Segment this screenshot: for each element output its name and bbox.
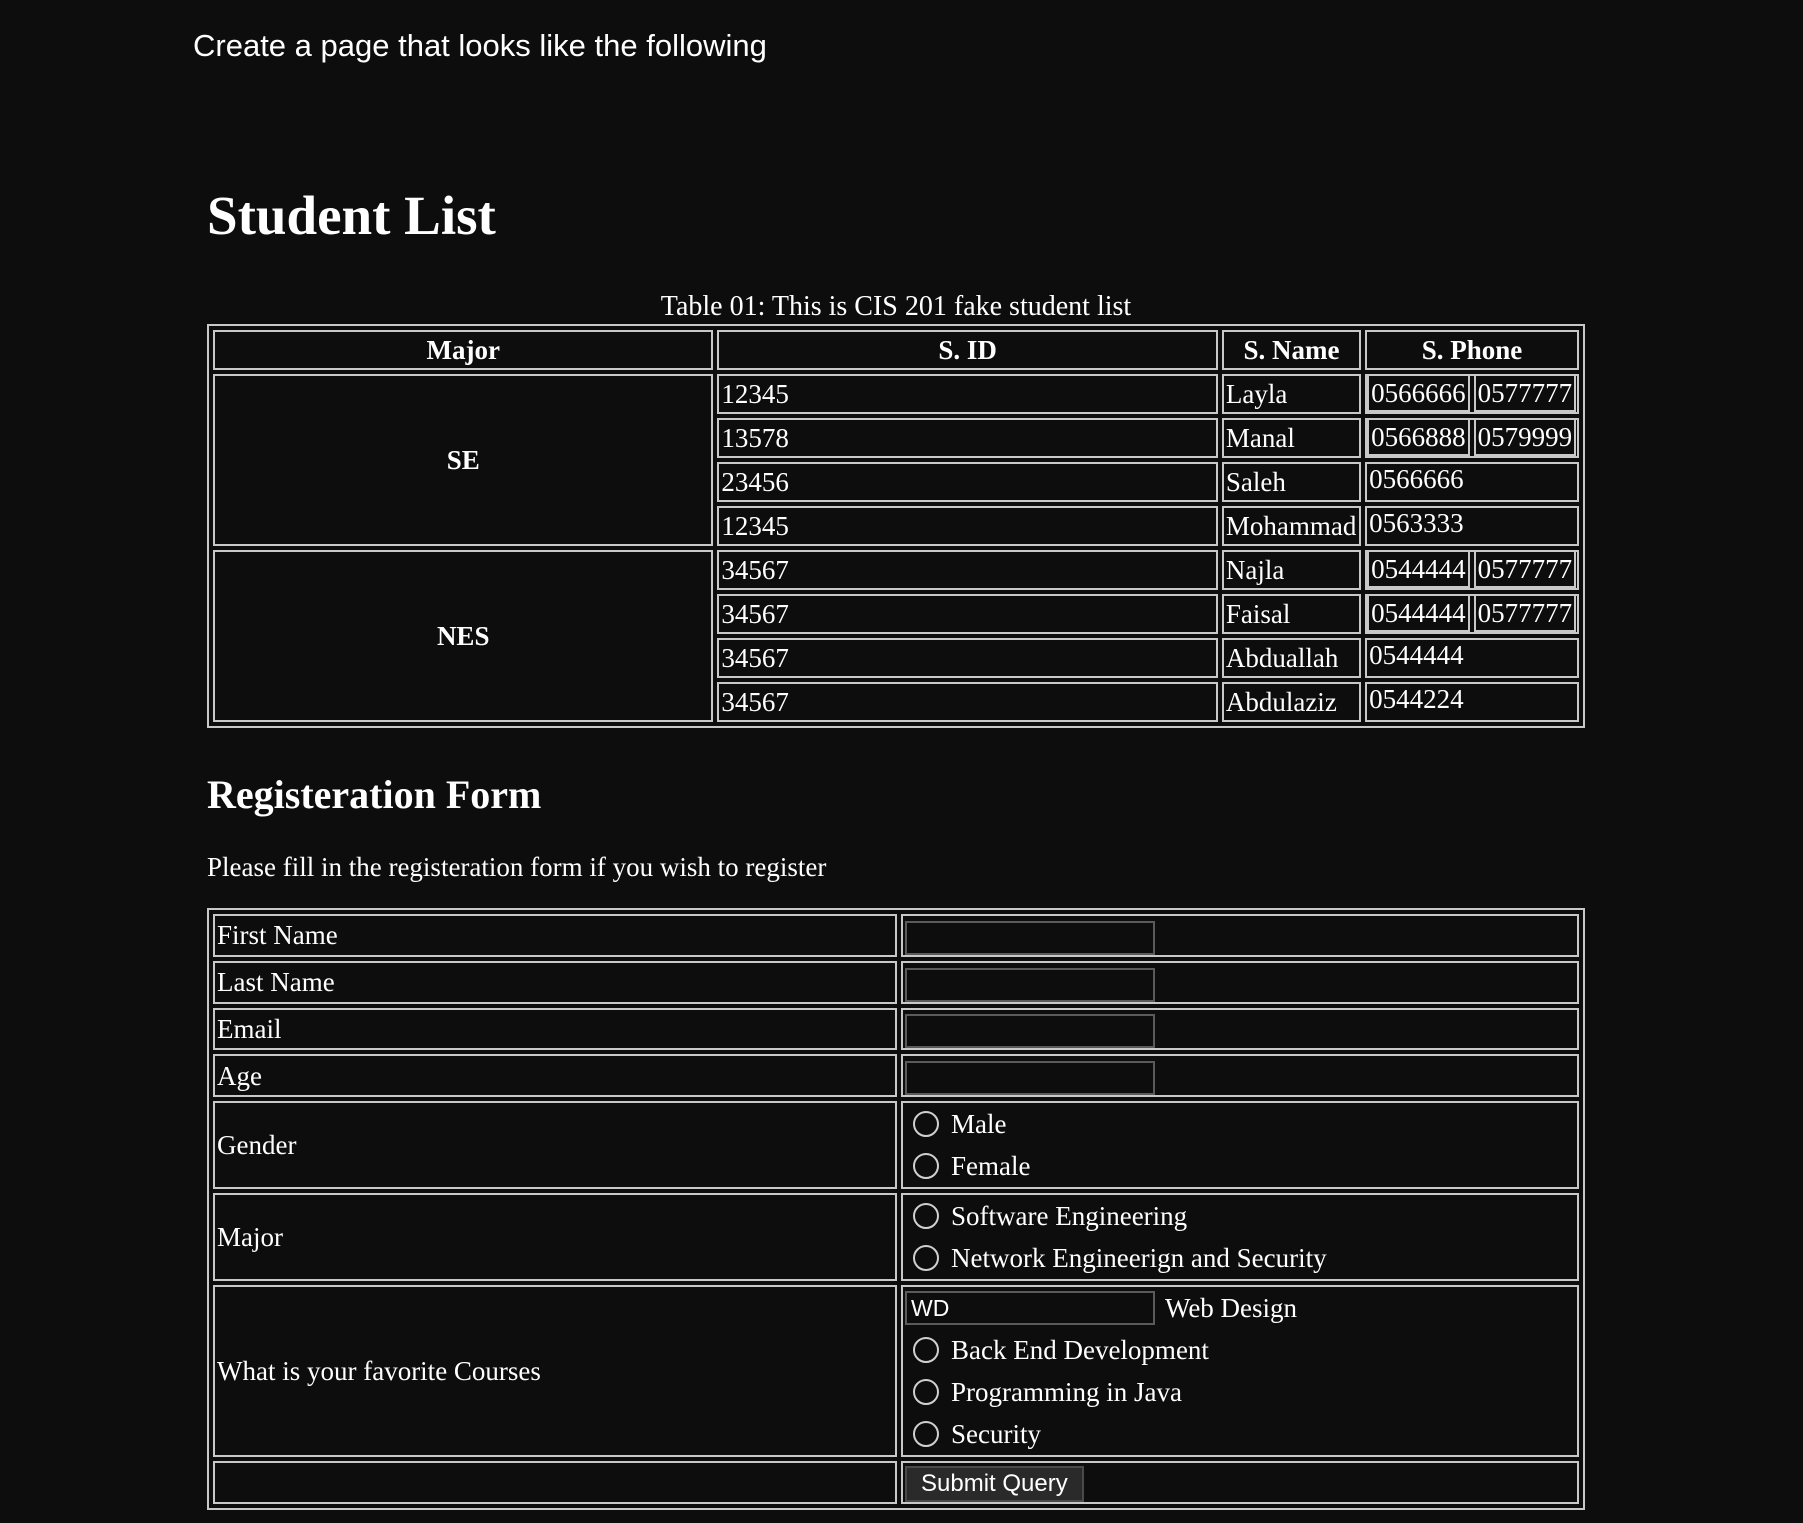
student-name-cell: Najla [1222, 550, 1361, 590]
gender-male-label: Male [951, 1109, 1007, 1140]
student-phone-cell [1365, 594, 1579, 634]
phone-number: 0544444 [1367, 550, 1470, 588]
student-id-cell: 34567 [717, 638, 1217, 678]
student-phone-cell [1365, 550, 1579, 590]
radio-female[interactable] [913, 1153, 939, 1179]
phone-number: 0544444 [1369, 640, 1464, 670]
radio-network-engineering[interactable] [913, 1245, 939, 1271]
submit-spacer-cell [213, 1461, 897, 1504]
major-option-se[interactable] [905, 1195, 1575, 1237]
student-name-cell: Saleh [1222, 462, 1361, 502]
email-row [213, 1008, 1579, 1051]
student-id-cell: 34567 [717, 550, 1217, 590]
major-cell [901, 1193, 1579, 1281]
major-nes-label: Network Engineerign and Security [951, 1243, 1327, 1274]
major-row [213, 1193, 1579, 1281]
student-name-cell: Abdulaziz [1222, 682, 1361, 722]
last-name-row [213, 961, 1579, 1004]
page-title: Student List [207, 185, 496, 246]
gender-option-male[interactable] [905, 1103, 1575, 1145]
phone-list [1367, 596, 1577, 632]
phone-number: 0577777 [1474, 550, 1577, 588]
age-row [213, 1054, 1579, 1097]
page-content [207, 180, 1587, 1510]
major-cell: SE [213, 374, 713, 546]
last-name-cell [901, 961, 1579, 1004]
header-sphone: S. Phone [1365, 330, 1579, 370]
email-label: Email [213, 1008, 897, 1051]
radio-male[interactable] [913, 1111, 939, 1137]
major-label: Major [213, 1193, 897, 1281]
major-se-label: Software Engineering [951, 1201, 1188, 1232]
phone-list [1367, 684, 1577, 720]
course-text-option [905, 1287, 1575, 1329]
course-security-label: Security [951, 1419, 1041, 1450]
email-input[interactable] [905, 1014, 1155, 1048]
major-cell: NES [213, 550, 713, 722]
registration-form-table [207, 908, 1585, 1510]
phone-list [1367, 508, 1577, 544]
radio-java[interactable] [913, 1379, 939, 1405]
student-id-cell: 34567 [717, 682, 1217, 722]
student-name-cell: Mohammad [1222, 506, 1361, 546]
student-table-body [213, 374, 1579, 722]
submit-cell [901, 1461, 1579, 1504]
phone-list [1367, 420, 1577, 456]
radio-backend[interactable] [913, 1337, 939, 1363]
phone-number: 0544224 [1369, 684, 1464, 714]
course-backend-label: Back End Development [951, 1335, 1209, 1366]
header-major: Major [213, 330, 713, 370]
phone-number: 0577777 [1474, 374, 1577, 412]
age-input[interactable] [905, 1061, 1155, 1095]
form-title: Registeration Form [207, 772, 542, 817]
phone-list [1367, 640, 1577, 676]
student-id-cell: 34567 [717, 594, 1217, 634]
radio-security[interactable] [913, 1421, 939, 1447]
gender-female-label: Female [951, 1151, 1031, 1182]
student-id-cell: 13578 [717, 418, 1217, 458]
submit-button[interactable]: Submit Query [905, 1466, 1084, 1502]
instruction-text: Create a page that looks like the following [193, 28, 767, 63]
first-name-label: First Name [213, 914, 897, 957]
submit-row [213, 1461, 1579, 1504]
first-name-row [213, 914, 1579, 957]
phone-list [1367, 464, 1577, 500]
table-row [213, 374, 1579, 414]
radio-software-engineering[interactable] [913, 1203, 939, 1229]
course-java-label: Programming in Java [951, 1377, 1182, 1408]
phone-number: 0566666 [1369, 464, 1464, 494]
student-id-cell: 12345 [717, 374, 1217, 414]
age-cell [901, 1054, 1579, 1097]
student-table-header-row [213, 330, 1579, 370]
form-description: Please fill in the registeration form if you wish to register [207, 852, 827, 882]
phone-number: 0579999 [1474, 418, 1577, 456]
first-name-input[interactable] [905, 921, 1155, 955]
course-option-security[interactable] [905, 1413, 1575, 1455]
header-sname: S. Name [1222, 330, 1361, 370]
student-phone-cell [1365, 462, 1579, 502]
course-option-java[interactable] [905, 1371, 1575, 1413]
gender-label: Gender [213, 1101, 897, 1189]
table-caption: Table 01: This is CIS 201 fake student list [660, 291, 1132, 322]
student-phone-cell [1365, 374, 1579, 414]
student-name-cell: Layla [1222, 374, 1361, 414]
phone-number: 0544444 [1367, 594, 1470, 632]
student-id-cell: 23456 [717, 462, 1217, 502]
phone-list [1367, 376, 1577, 412]
student-phone-cell [1365, 506, 1579, 546]
last-name-input[interactable] [905, 968, 1155, 1002]
student-id-cell: 12345 [717, 506, 1217, 546]
major-option-nes[interactable] [905, 1237, 1575, 1279]
student-name-cell: Faisal [1222, 594, 1361, 634]
gender-cell [901, 1101, 1579, 1189]
course-text-label: Web Design [1165, 1293, 1298, 1324]
age-label: Age [213, 1054, 897, 1097]
student-table [207, 324, 1585, 728]
phone-number: 0563333 [1369, 508, 1464, 538]
student-phone-cell [1365, 682, 1579, 722]
phone-number: 0566666 [1367, 374, 1470, 412]
course-text-input[interactable] [905, 1291, 1155, 1325]
gender-row [213, 1101, 1579, 1189]
last-name-label: Last Name [213, 961, 897, 1004]
first-name-cell [901, 914, 1579, 957]
email-cell [901, 1008, 1579, 1051]
gender-option-female[interactable] [905, 1145, 1575, 1187]
courses-label: What is your favorite Courses [213, 1285, 897, 1457]
student-name-cell: Abduallah [1222, 638, 1361, 678]
courses-row [213, 1285, 1579, 1457]
phone-number: 0577777 [1474, 594, 1577, 632]
phone-list [1367, 552, 1577, 588]
phone-number: 0566888 [1367, 418, 1470, 456]
student-phone-cell [1365, 638, 1579, 678]
header-sid: S. ID [717, 330, 1217, 370]
course-option-backend[interactable] [905, 1329, 1575, 1371]
table-row [213, 550, 1579, 590]
student-name-cell: Manal [1222, 418, 1361, 458]
courses-cell [901, 1285, 1579, 1457]
student-phone-cell [1365, 418, 1579, 458]
